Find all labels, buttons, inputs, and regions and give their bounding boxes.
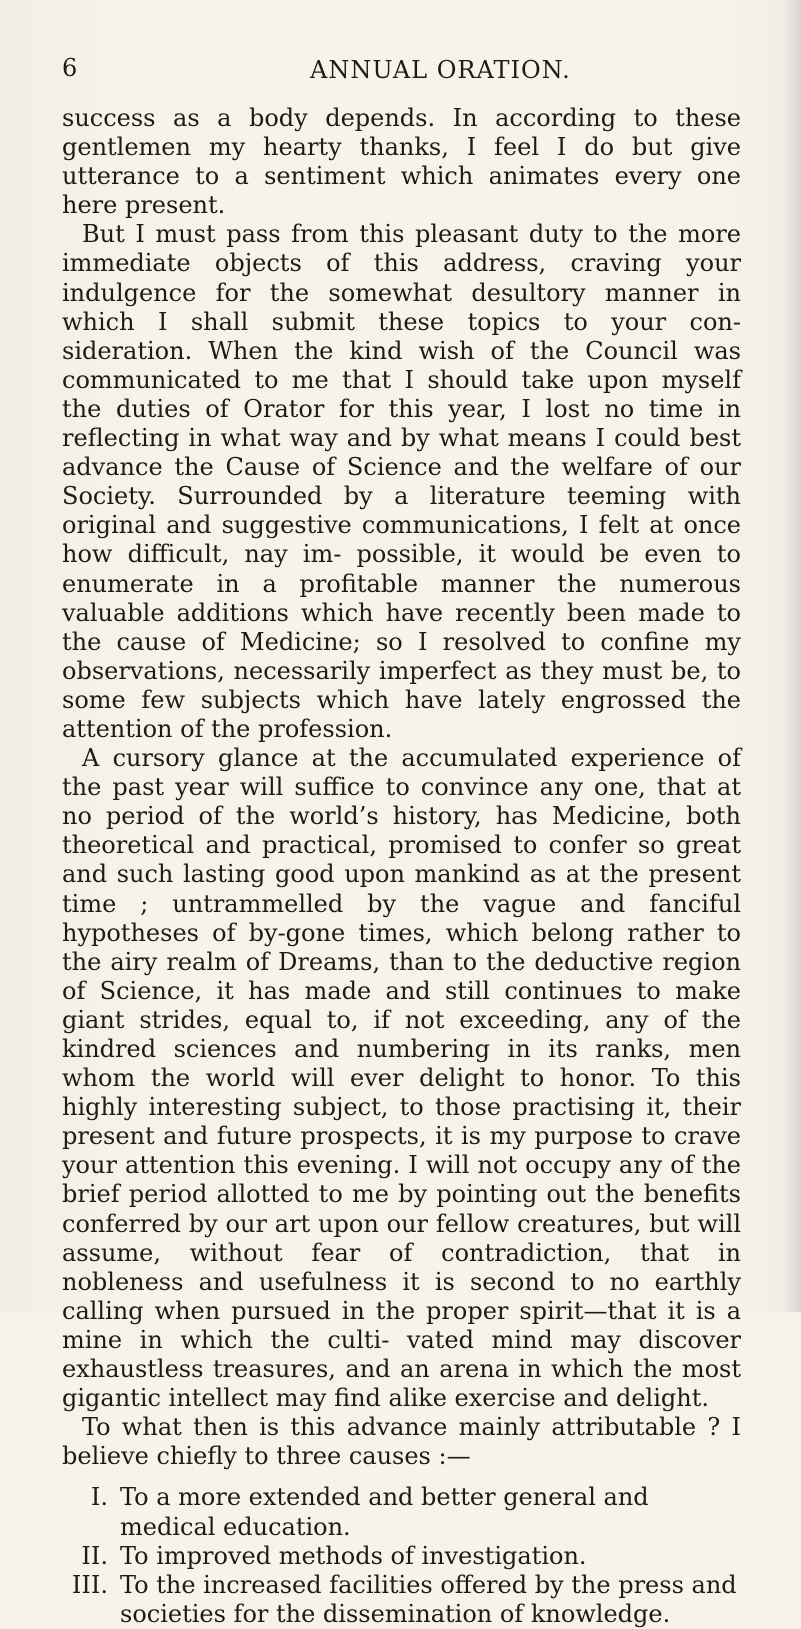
list-text: To the increased facilities offered by the press and societies for the dissemination of knowledge. [120, 1570, 737, 1628]
list-text: To a more extended and better general and medical education. [120, 1483, 649, 1541]
causes-list [62, 1483, 741, 1628]
paragraph-1: success as a body depends. In according to these gentlemen my hearty thanks, I feel I do but give utterance to a sentiment which animates every one here present. [62, 104, 741, 220]
list-item [62, 1483, 741, 1541]
list-number: III. [71, 1570, 108, 1599]
list-number: II. [81, 1541, 108, 1570]
oration-text [62, 104, 741, 1471]
list-item [62, 1571, 741, 1629]
paragraph-3: A cursory glance at the accumulated experience of the past year will suffice to convince any one, that at no period of the world’s history, has Medicine, both theoretical and practical, promised to confer so great and such lasting good upon mankind as at the present time ; untrammelled by the vague and fanciful hypotheses of by-gone times, which belong rather to the airy realm of Dreams, than to the deductive region of Science, it has made and still continues to make giant strides, equal to, if not exceeding, any of the kindred sciences and numbering in its ranks, men whom the world will ever delight to honor. To this highly interesting subject, to those practising it, their present and future prospects, it is my purpose to crave your attention this evening. I will not occupy any of the brief period allotted to me by pointing out the benefits conferred by our art upon our fellow creatures, but will assume, without fear of contradiction, that in nobleness and usefulness it is second to no earthly calling when pursued in the proper spirit—that it is a mine in which the culti- vated mind may discover exhaustless treasures, and an arena in which the most gigantic intellect may find alike exercise and delight. [62, 744, 741, 1413]
page-edge-shadow [783, 0, 801, 1312]
list-text: To improved methods of investigation. [120, 1541, 587, 1570]
page-number: 6 [62, 54, 78, 82]
list-number: I. [90, 1483, 108, 1512]
list-item [62, 1542, 741, 1571]
page-header [62, 54, 741, 90]
paragraph-2: But I must pass from this pleasant duty to the more immediate objects of this address, craving your indulgence for the somewhat desultory manner in which I shall submit these topics to your con- sideration. When the kind wish of the Council was communicated to me that I should take upon myself the duties of Orator for this year, I lost no time in reflecting in what way and by what means I could best advance the Cause of Science and the welfare of our Society. Surrounded by a literature teeming with original and suggestive communications, I felt at once how difficult, nay im- possible, it would be even to enumerate in a profitable manner the numerous valuable additions which have recently been made to the cause of Medicine; so I resolved to confine my observations, necessarily imperfect as they must be, to some few subjects which have lately engrossed the attention of the profession. [62, 220, 741, 743]
paragraph-4: To what then is this advance mainly attributable ? I believe chiefly to three causes :— [62, 1413, 741, 1471]
running-head: ANNUAL ORATION. [310, 56, 571, 84]
